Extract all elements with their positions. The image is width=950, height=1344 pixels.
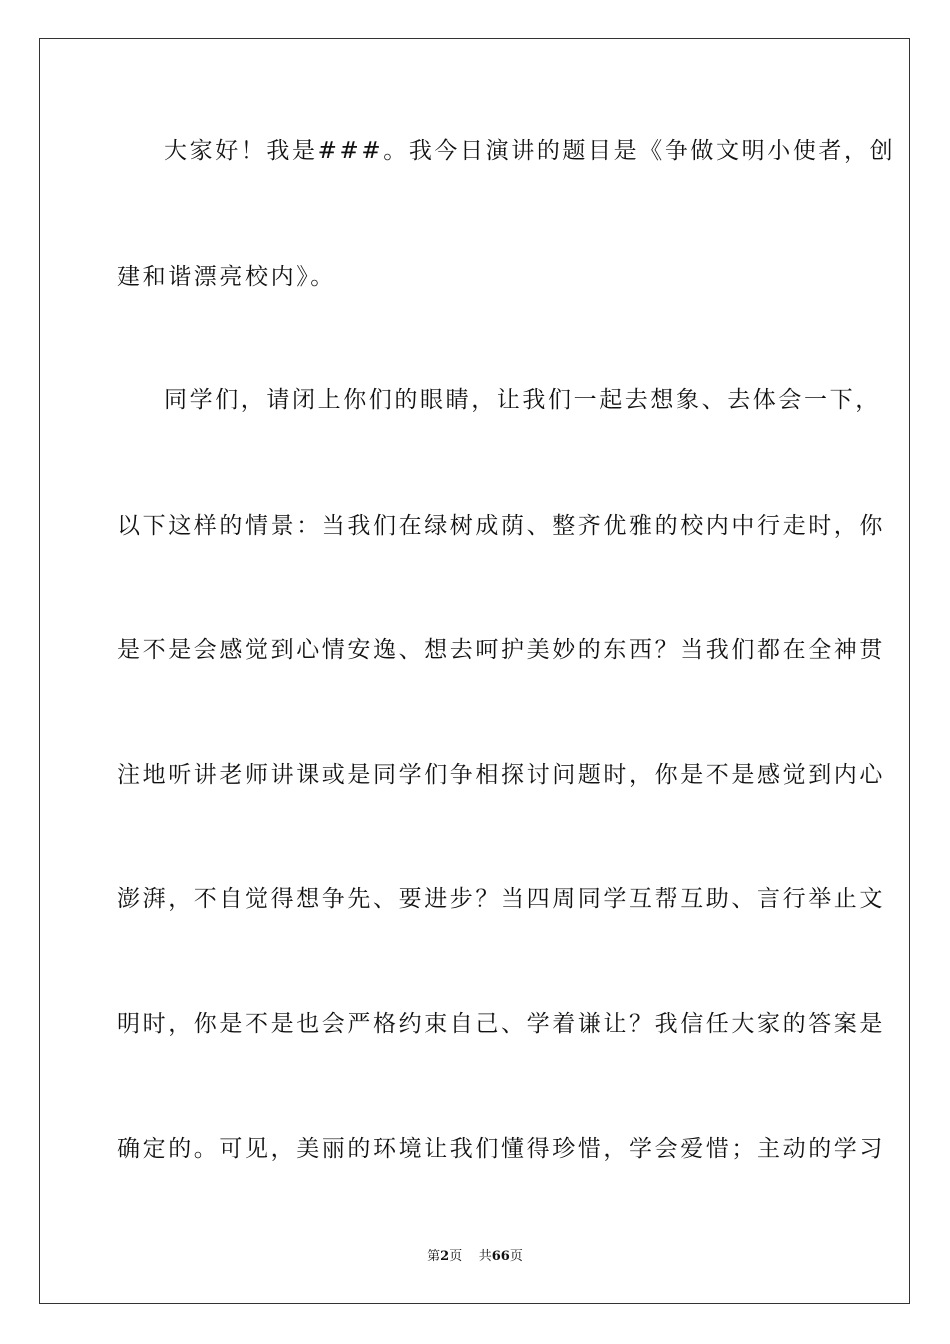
paragraph-2-line-5: 澎湃，不自觉得想争先、要进步？当四周同学互帮互助、言行举止文 — [117, 886, 885, 912]
page-number: 2 — [440, 1249, 450, 1264]
paragraph-2-line-2: 以下这样的情景：当我们在绿树成荫、整齐优雅的校内中行走时，你 — [117, 513, 885, 539]
page-suffix: 页 — [449, 1249, 463, 1264]
paragraph-1-line-1: 大家好！我是###。我今日演讲的题目是《争做文明小使者，创 — [164, 138, 896, 164]
paragraph-1-line-2: 建和谐漂亮校内》。 — [117, 264, 336, 290]
total-prefix: 共 — [478, 1249, 492, 1264]
page-footer — [0, 1248, 950, 1266]
paragraph-2-line-7: 确定的。可见，美丽的环境让我们懂得珍惜，学会爱惜；主动的学习 — [117, 1136, 885, 1162]
total-suffix: 页 — [509, 1249, 523, 1264]
total-pages: 66 — [491, 1249, 510, 1264]
page-prefix: 第 — [427, 1249, 441, 1264]
page-border — [39, 38, 910, 1304]
paragraph-2-line-4: 注地听讲老师讲课或是同学们争相探讨问题时，你是不是感觉到内心 — [117, 762, 885, 788]
paragraph-2-line-1: 同学们，请闭上你们的眼睛，让我们一起去想象、去体会一下， — [164, 387, 881, 413]
paragraph-2-line-3: 是不是会感觉到心情安逸、想去呵护美妙的东西？当我们都在全神贯 — [117, 637, 885, 663]
paragraph-2-line-6: 明时，你是不是也会严格约束自己、学着谦让？我信任大家的答案是 — [117, 1011, 885, 1037]
